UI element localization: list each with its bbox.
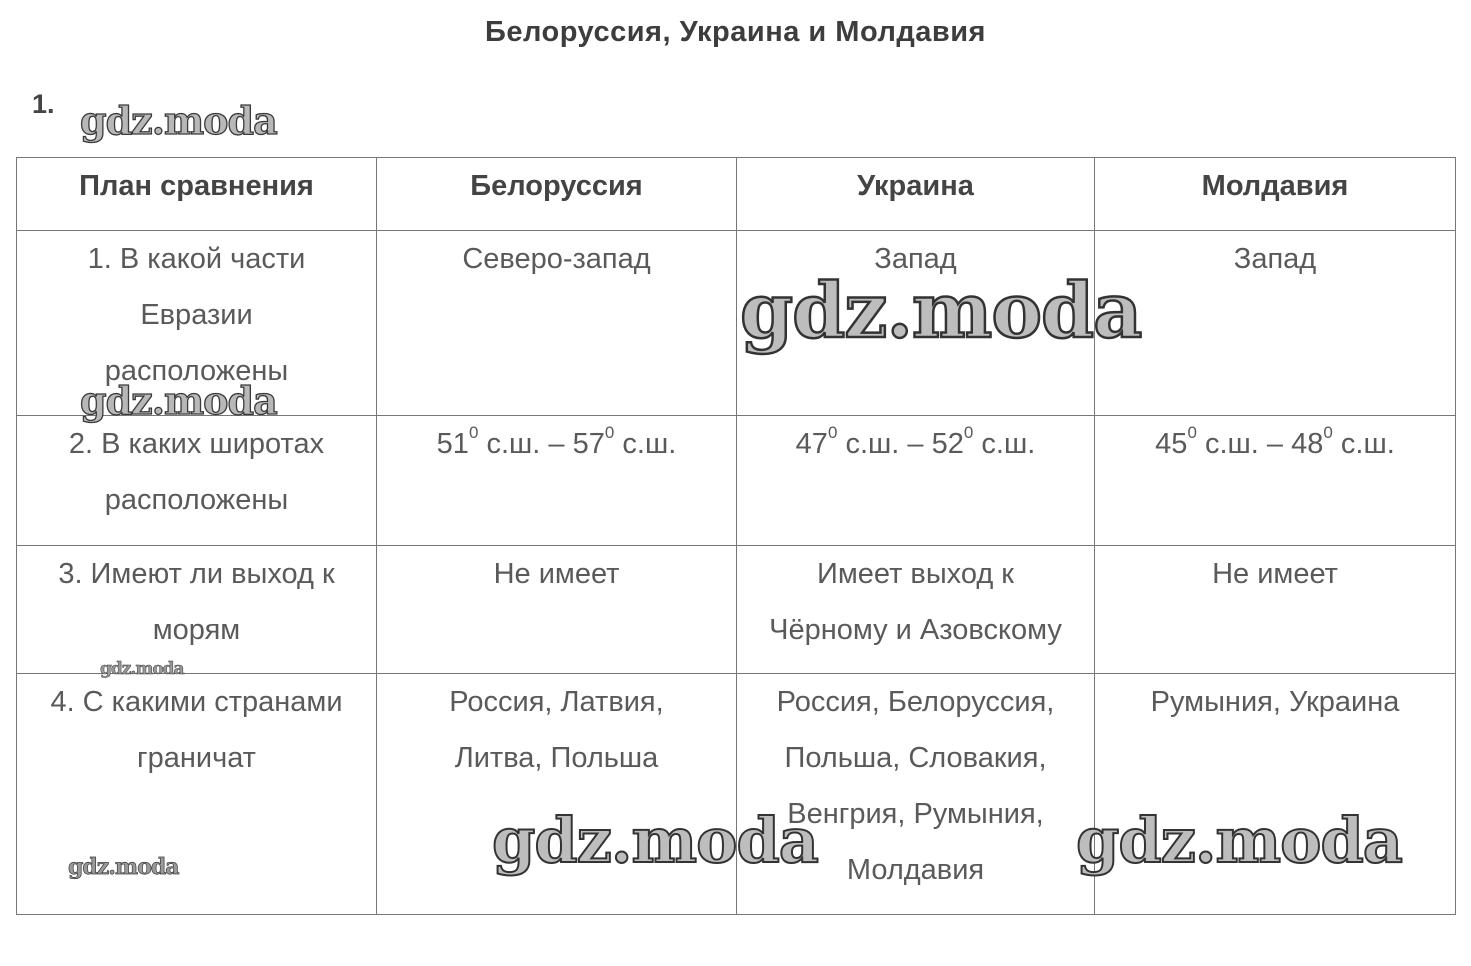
cell-text: Имеет выход к: [817, 558, 1014, 590]
criterion-cell: [17, 416, 377, 546]
header-cell-plan: План сравнения: [17, 158, 377, 231]
cell-text: Литва, Польша: [454, 742, 659, 774]
latitude-unit: с.ш.: [622, 428, 677, 460]
latitude-from: 51: [436, 428, 469, 460]
cell-text: Россия, Латвия,: [449, 686, 664, 718]
range-dash: –: [907, 428, 924, 460]
latitude-unit: с.ш.: [486, 428, 541, 460]
header-cell-moldova: Молдавия: [1095, 158, 1456, 231]
latitude-from: 45: [1155, 428, 1188, 460]
range-dash: –: [548, 428, 565, 460]
criterion-cell: [17, 674, 377, 915]
ukraine-cell: [737, 231, 1095, 416]
moldova-cell: [1095, 231, 1456, 416]
watermark: gdz.moda: [1076, 804, 1402, 877]
cell-text: 3. Имеют ли выход к: [58, 558, 335, 590]
cell-text: Молдавия: [846, 854, 985, 886]
task-number: 1.: [32, 89, 55, 119]
cell-text: Северо-запад: [462, 243, 651, 275]
cell-text: Румыния, Украина: [1150, 686, 1400, 718]
ukraine-cell: [737, 546, 1095, 674]
ukraine-cell: [737, 416, 1095, 546]
latitude-unit: с.ш.: [1340, 428, 1395, 460]
cell-text: Запад: [1233, 243, 1317, 275]
degree-mark: 0: [1323, 423, 1333, 443]
cell-text: Россия, Белоруссия,: [776, 686, 1055, 718]
latitude-to: 57: [572, 428, 605, 460]
table-row: [17, 416, 1456, 546]
cell-text: 2. В каких широтах: [68, 428, 325, 460]
cell-text: Евразии: [140, 299, 253, 331]
degree-mark: 0: [827, 423, 838, 443]
latitude-to: 52: [931, 428, 964, 460]
watermark: gdz.moda: [492, 804, 818, 877]
moldova-cell: [1095, 546, 1456, 674]
table-row: [17, 546, 1456, 674]
table-row: [17, 674, 1456, 915]
moldova-cell: [1095, 674, 1456, 915]
latitude-range: [1101, 416, 1449, 472]
cell-text: Не имеет: [493, 558, 620, 590]
belarus-cell: [377, 546, 737, 674]
cell-text: 1. В какой части: [87, 243, 306, 275]
criterion-cell: [17, 546, 377, 674]
watermark: gdz.moda: [100, 659, 184, 679]
latitude-unit: с.ш.: [981, 428, 1036, 460]
cell-text: Польша, Словакия,: [784, 742, 1047, 774]
comparison-table: [16, 157, 1456, 915]
cell-text: Не имеет: [1212, 558, 1338, 590]
latitude-to: 48: [1291, 428, 1324, 460]
cell-text: морям: [152, 614, 241, 646]
range-dash: –: [1266, 428, 1284, 460]
table-header-row: [17, 158, 1456, 231]
criterion-cell: [17, 231, 377, 416]
belarus-cell: [377, 416, 737, 546]
belarus-cell: [377, 674, 737, 915]
cell-text: 4. С какими странами: [50, 686, 343, 718]
cell-text: расположены: [104, 355, 289, 387]
latitude-range: [383, 416, 730, 472]
cell-text: Чёрному и Азовскому: [769, 614, 1062, 646]
page-title: Белоруссия, Украина и Молдавия: [485, 16, 986, 48]
watermark: gdz.moda: [80, 378, 277, 423]
latitude-from: 47: [795, 428, 828, 460]
ukraine-cell: [737, 674, 1095, 915]
degree-mark: 0: [468, 423, 479, 443]
latitude-range: [743, 416, 1088, 472]
watermark: gdz.moda: [80, 98, 277, 143]
cell-text: Запад: [874, 243, 957, 275]
table-row: [17, 231, 1456, 416]
cell-text: Венгрия, Румыния,: [787, 798, 1044, 830]
watermark: gdz.moda: [68, 854, 179, 880]
degree-mark: 0: [1187, 423, 1197, 443]
watermark: gdz.moda: [740, 266, 1142, 355]
belarus-cell: [377, 231, 737, 416]
moldova-cell: [1095, 416, 1456, 546]
degree-mark: 0: [604, 423, 615, 443]
header-cell-ukraine: Украина: [737, 158, 1095, 231]
header-cell-belarus: Белоруссия: [377, 158, 737, 231]
latitude-unit: с.ш.: [845, 428, 900, 460]
cell-text: расположены: [104, 484, 289, 516]
latitude-unit: с.ш.: [1204, 428, 1259, 460]
cell-text: граничат: [137, 742, 256, 774]
degree-mark: 0: [963, 423, 974, 443]
